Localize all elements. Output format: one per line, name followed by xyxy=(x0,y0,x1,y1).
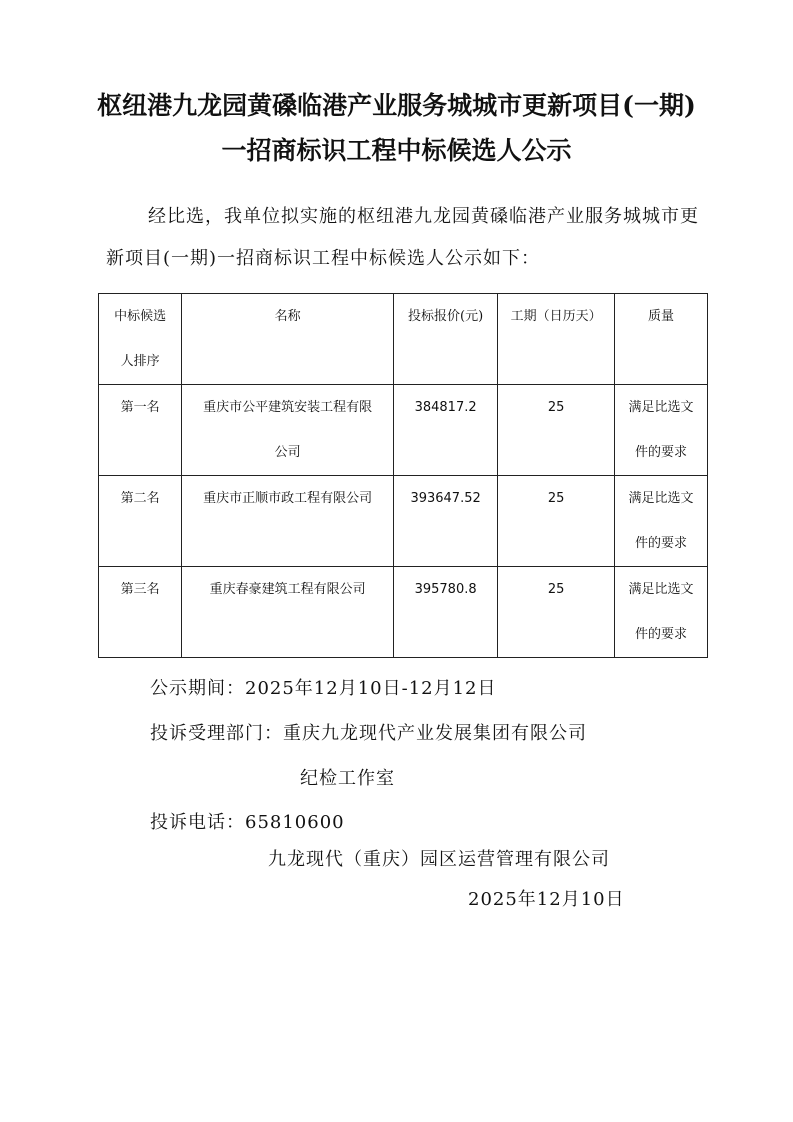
row-price: 395780.8 xyxy=(393,567,497,658)
row-period: 25 xyxy=(498,567,615,658)
table-row xyxy=(99,567,708,658)
row-price: 393647.52 xyxy=(393,476,497,567)
complaint-phone: 投诉电话：65810600 xyxy=(150,812,345,833)
complaint-department: 投诉受理部门：重庆九龙现代产业发展集团有限公司 xyxy=(150,723,587,744)
intro-paragraph xyxy=(106,196,706,280)
table-row xyxy=(99,476,708,567)
candidate-table xyxy=(98,293,708,658)
header-quality: 质量 xyxy=(614,294,707,385)
row-rank: 第一名 xyxy=(99,385,182,476)
row-price: 384817.2 xyxy=(393,385,497,476)
table-row xyxy=(99,385,708,476)
row-quality: 满足比选文 件的要求 xyxy=(614,567,707,658)
header-price: 投标报价(元) xyxy=(393,294,497,385)
row-name: 重庆春豪建筑工程有限公司 xyxy=(182,567,394,658)
row-period: 25 xyxy=(498,476,615,567)
publicity-period: 公示期间：2025年12月10日-12月12日 xyxy=(150,678,497,699)
signing-organization: 九龙现代（重庆）园区运营管理有限公司 xyxy=(268,849,610,870)
row-name: 重庆市正顺市政工程有限公司 xyxy=(182,476,394,567)
row-rank: 第二名 xyxy=(99,476,182,567)
row-quality: 满足比选文 件的要求 xyxy=(614,385,707,476)
complaint-department-office: 纪检工作室 xyxy=(300,768,395,789)
row-rank: 第三名 xyxy=(99,567,182,658)
intro-line-1: 经比选，我单位拟实施的枢纽港九龙园黄磉临港产业服务城城市更 xyxy=(148,206,699,227)
header-period: 工期（日历天） xyxy=(498,294,615,385)
document-title-line-2: 一招商标识工程中标候选人公示 xyxy=(221,136,572,165)
row-quality: 满足比选文 件的要求 xyxy=(614,476,707,567)
row-period: 25 xyxy=(498,385,615,476)
document-title-line-1: 枢纽港九龙园黄磉临港产业服务城城市更新项目(一期) xyxy=(97,91,696,120)
table-header-row xyxy=(99,294,708,385)
signing-date: 2025年12月10日 xyxy=(468,889,625,910)
intro-line-2: 新项目(一期)一招商标识工程中标候选人公示如下： xyxy=(106,248,541,269)
header-name: 名称 xyxy=(182,294,394,385)
header-rank: 中标候选 人排序 xyxy=(99,294,182,385)
row-name: 重庆市公平建筑安装工程有限 公司 xyxy=(182,385,394,476)
